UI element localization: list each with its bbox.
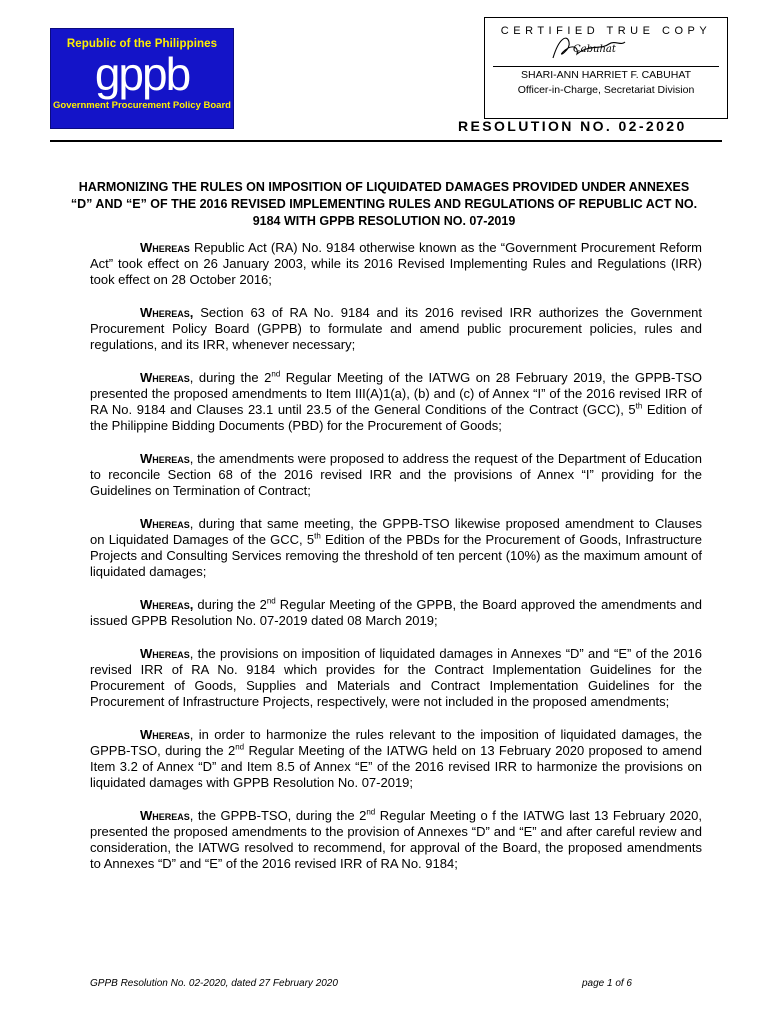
page-number: page 1 of 6 — [581, 978, 632, 989]
whereas-paragraph: Whereas, during that same meeting, the GPPB-TSO likewise proposed amendment to Clauses on Liquidated Damages of the GCC, 5th Edition of the PBDs for the Procurement of Goods, Infrastructure Projects and Consulting Services removing the threshold of ten percent (10%) as the maximum amount of liquidated damages; — [90, 516, 702, 579]
logo-agency: Government Procurement Policy Board — [53, 100, 231, 111]
signature-icon — [549, 32, 629, 64]
signature-line — [493, 66, 719, 67]
whereas-paragraph: Whereas, the GPPB-TSO, during the 2nd Regular Meeting o f the IATWG last 13 February 2020, presented the proposed amendments to the provision of Annexes “D” and “E” and after careful review and consideration, the IATWG resolved to recommend, for approval of the Board, the proposed amendments to Annexes “D” and “E” of the 2016 revised IRR of RA No. 9184; — [90, 807, 703, 871]
footer-citation: GPPB Resolution No. 02-2020, dated 27 February 2020 — [90, 978, 338, 989]
whereas-paragraph: Whereas, in order to harmonize the rules relevant to the imposition of liquidated damages, the GPPB-TSO, during the 2nd Regular Meeting of the IATWG held on 13 February 2020 proposed to amend Item 3.2 of Annex “D” and Item 8.5 of Annex “E” of the 2016 revised IRR to harmonize the provisions on liquidated damages with GPPB Resolution No. 07-2019; — [90, 727, 702, 790]
certifier-role: Officer-in-Charge, Secretariat Division — [517, 84, 695, 96]
whereas-paragraph: Whereas, during the 2nd Regular Meeting of the IATWG on 28 February 2019, the GPPB-TSO presented the proposed amendments to Item III(A)1(a), (b) and (c) of Annex “I” of the 2016 revised IRR of RA No. 9184 and Clauses 23.1 until 23.5 of the General Conditions of the Contract (GCC), 5th Edition of the Philippine Bidding Documents (PBD) for the Procurement of Goods; — [90, 369, 703, 433]
whereas-paragraph: Whereas, Section 63 of RA No. 9184 and its 2016 revised IRR authorizes the Government Procurement Policy Board (GPPB) to formulate and amend public procurement policies, rules and regulations, and its IRR, whenever necessary; — [90, 305, 702, 352]
certified-true-copy: CERTIFIED TRUE COPY — [500, 25, 712, 37]
certifier-name: SHARI-ANN HARRIET F. CABUHAT — [521, 69, 691, 81]
gppb-logo — [50, 28, 234, 129]
certification-box — [484, 17, 728, 119]
logo-mark: gppb — [94, 48, 190, 100]
whereas-paragraph: Whereas, the provisions on imposition of liquidated damages in Annexes “D” and “E” of the 2016 revised IRR of RA No. 9184 which provides for the Contract Implementation Guidelines for the Procurement of Goods, Supplies and Materials and Contract Implementation Guidelines for the Procurement of Infrastructure Projects, respectively, were not included in the proposed amendments; — [90, 646, 702, 709]
whereas-clauses — [90, 240, 702, 889]
whereas-paragraph: Whereas Republic Act (RA) No. 9184 otherwise known as the “Government Procurement Reform Act” took effect on 26 January 2003, while its 2016 Revised Implementing Rules and Regulations (IRR) took effect on 28 October 2016; — [90, 240, 702, 287]
signature-text: Cabuhat — [573, 44, 616, 55]
logo-country: Republic of the Philippines — [66, 38, 218, 50]
whereas-paragraph: Whereas, the amendments were proposed to address the request of the Department of Education to reconcile Section 68 of the 2016 revised IRR and the provisions of Annex “I” providing for the Guidelines on Termination of Contract; — [90, 451, 702, 498]
resolution-number: RESOLUTION NO. 02-2020 — [458, 118, 687, 134]
whereas-paragraph: Whereas, during the 2nd Regular Meeting of the GPPB, the Board approved the amendments and issued GPPB Resolution No. 07-2019 dated 08 March 2019; — [90, 596, 702, 628]
page-footer — [90, 978, 632, 989]
resolution-title: HARMONIZING THE RULES ON IMPOSITION OF LIQUIDATED DAMAGES PROVIDED UNDER ANNEXES “D” AND “E” OF THE 2016 REVISED IMPLEMENTING RULES AND REGULATIONS OF REPUBLIC ACT NO. 9184 WITH GPPB RESOLUTION NO. 07-2019 — [70, 180, 698, 228]
header-rule — [50, 140, 722, 142]
